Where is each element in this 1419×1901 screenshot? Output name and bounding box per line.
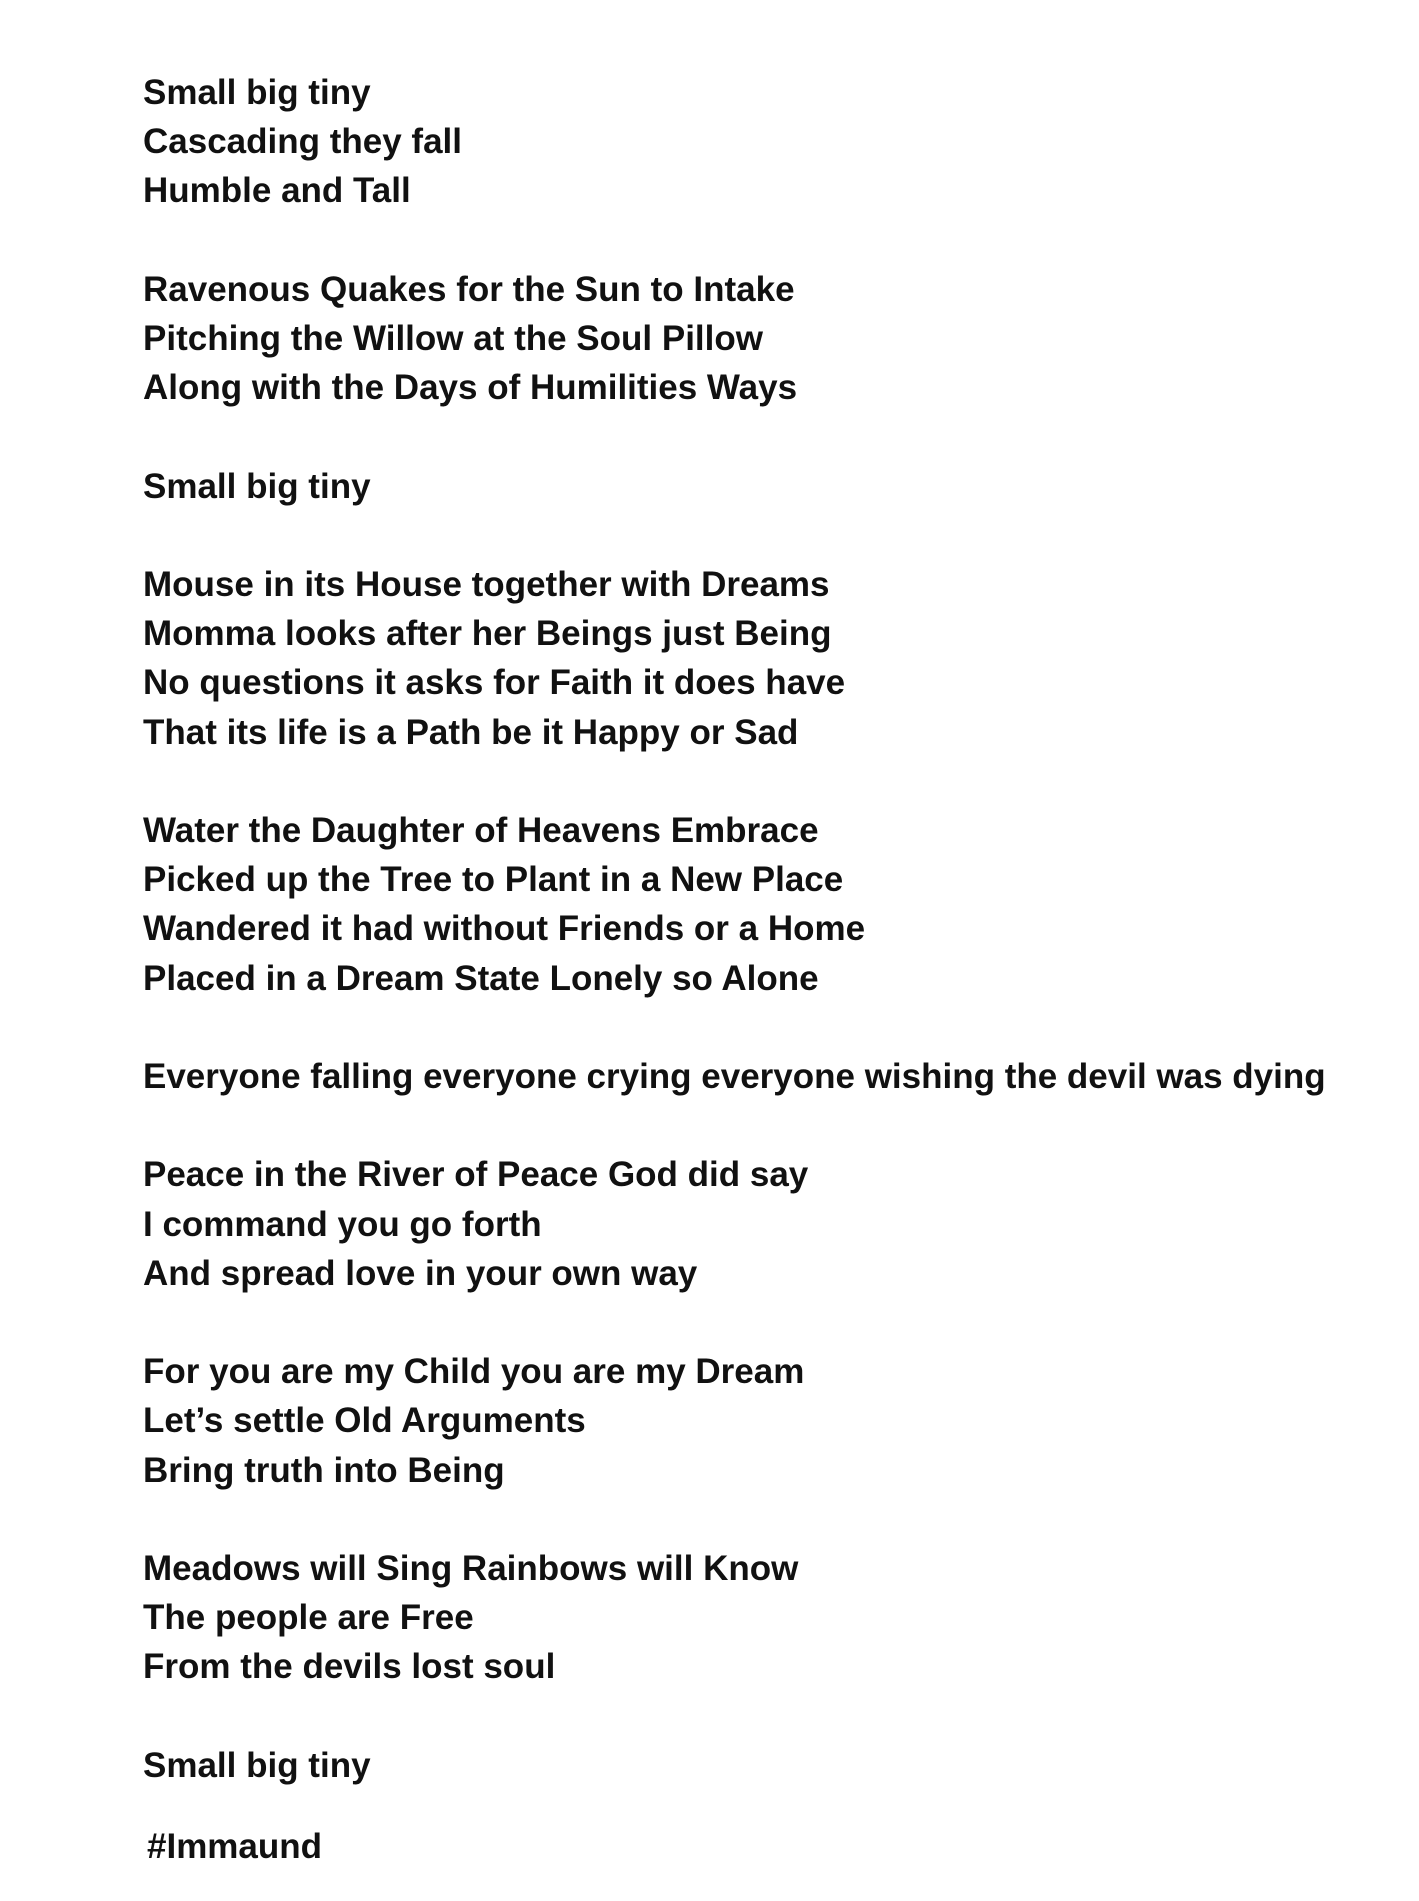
poem-stanza — [143, 1150, 1403, 1298]
poem-stanza — [143, 1544, 1403, 1692]
poem-line: Bring truth into Being — [143, 1450, 505, 1490]
poem-line: Ravenous Quakes for the Sun to Intake — [143, 269, 795, 309]
poem-line: Momma looks after her Beings just Being — [143, 614, 832, 654]
poem-line: Picked up the Tree to Plant in a New Place — [143, 860, 844, 900]
poem-stanza — [143, 1347, 1403, 1495]
poem-stanza — [143, 806, 1403, 1003]
poem-line: Small big tiny — [143, 466, 371, 506]
poem — [143, 68, 1403, 1839]
poem-line: Mouse in its House together with Dreams — [143, 564, 830, 604]
poem-stanza — [143, 68, 1403, 216]
poem-line: For you are my Child you are my Dream — [143, 1352, 805, 1392]
poem-stanza — [143, 462, 1403, 511]
poem-line: Cascading they fall — [143, 122, 462, 162]
poem-line: Humble and Tall — [143, 171, 411, 211]
poem-stanza — [143, 1052, 1403, 1101]
poem-line: Water the Daughter of Heavens Embrace — [143, 810, 819, 850]
poem-line: The people are Free — [143, 1598, 474, 1638]
poem-line: I command you go forth — [143, 1204, 542, 1244]
poem-line: Everyone falling everyone crying everyone wishing the devil was dying — [143, 1056, 1326, 1096]
poem-line: Small big tiny — [143, 1745, 371, 1785]
poem-line: Pitching the Willow at the Soul Pillow — [143, 319, 763, 358]
poem-line: Small big tiny — [143, 73, 371, 112]
poem-line: That its life is a Path be it Happy or Sad — [143, 712, 799, 752]
poem-line: Meadows will Sing Rainbows will Know — [143, 1548, 799, 1588]
poem-line: Peace in the River of Peace God did say — [143, 1155, 809, 1195]
poem-line: Along with the Days of Humilities Ways — [143, 368, 798, 408]
poem-line: And spread love in your own way — [143, 1253, 698, 1293]
poem-line: From the devils lost soul — [143, 1647, 556, 1687]
poem-stanza — [143, 560, 1403, 757]
poem-line: Placed in a Dream State Lonely so Alone — [143, 958, 819, 998]
poem-stanza — [143, 1741, 1403, 1790]
poem-line: Wandered it had without Friends or a Home — [143, 909, 866, 949]
poem-line: Let’s settle Old Arguments — [143, 1401, 586, 1441]
poem-stanza — [143, 265, 1403, 413]
poem-line: No questions it asks for Faith it does have — [143, 663, 846, 703]
signature-hashtag: #Immaund — [147, 1827, 323, 1866]
